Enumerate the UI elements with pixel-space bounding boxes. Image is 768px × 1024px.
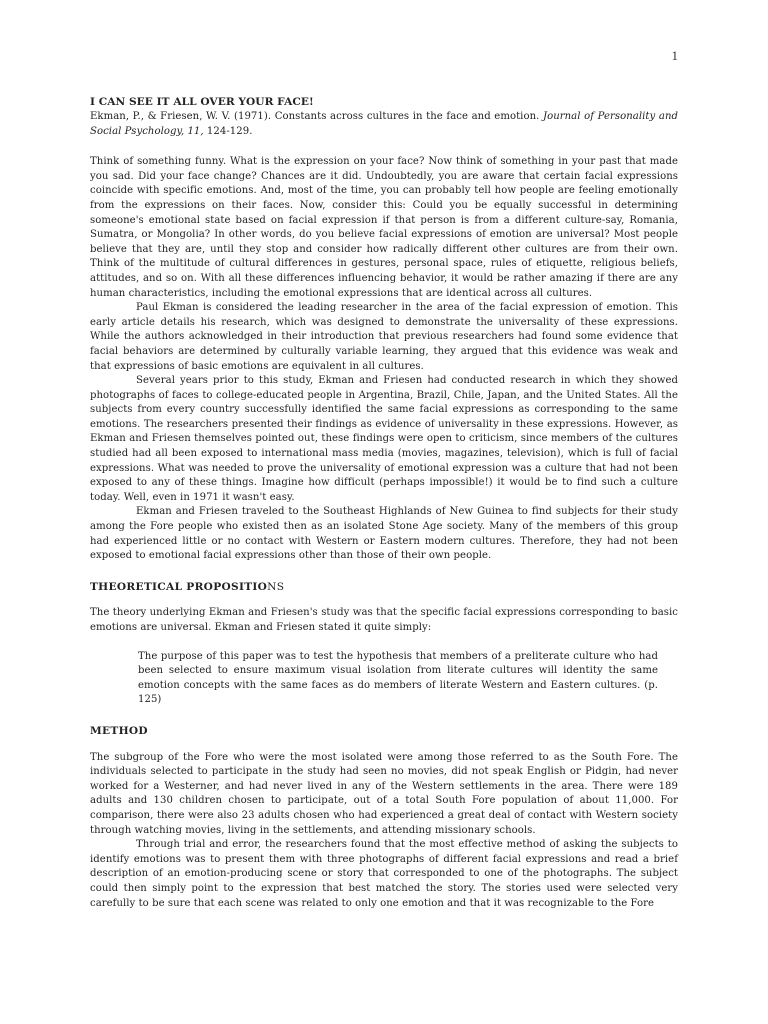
intro-paragraph-4: Ekman and Friesen traveled to the Southeast Highlands of New Guinea to find subjects for their study among the Fore people who existed then as an isolated Stone Age society. Many of the members of this group had experienced little or no contact with Western or Eastern modern cultures. Therefore, they had not been exposed to emotional facial expressions other than those of their own people. [90,506,678,562]
theory-quote: The purpose of this paper was to test the hypothesis that members of a preliterate culture who had been selected to ensure maximum visual isolation from literate cultures will identity the same emotion concepts with the same faces as do members of literate Western and Eastern cultures. (p. 125) [138,650,658,706]
citation [90,110,678,139]
intro-paragraph-3: Several years prior to this study, Ekman and Friesen had conducted research in which they showed photographs of faces to college-educated people in Argentina, Brazil, Chile, Japan, and the United States. All the subjects from every country successfully identified the same facial expressions as corresponding to the same emotions. The researchers presented their findings as evidence of universality in these expressions. However, as Ekman and Friesen themselves pointed out, these findings were open to criticism, since members of the cultures studied had all been exposed to international mass media (movies, magazines, television), which is full of facial expressions. What was needed to prove the universality of emotional expression was a culture that had not been exposed to any of these things. Imagine how difficult (perhaps impossible!) it would be to find such a culture today. Well, even in 1971 it wasn't easy. [90,375,678,503]
method-paragraph-1: The subgroup of the Fore who were the most isolated were among those referred to as the South Fore. The individuals selected to participate in the study had seen no movies, did not speak English or Pidgin, had never worked for a Westerner, and had never lived in any of the Western settlements in the area. There were 189 adults and 130 children chosen to participate, out of a total South Fore population of about 11,000. For comparison, there were also 23 adults chosen who had experienced a great deal of contact with Western society through watching movies, living in the settlements, and attending missionary schools. [90,751,678,836]
citation-journal: Journal of Personality and Social Psychology, 11, [90,111,679,137]
theory-heading-rest: NS [267,580,285,593]
document-title: I CAN SEE IT ALL OVER YOUR FACE! [90,96,314,108]
theory-heading-bold: THEORETICAL PROPOSITIO [90,580,268,593]
theory-paragraph-1: The theory underlying Ekman and Friesen's study was that the specific facial expressions corresponding to basic emotions are universal. Ekman and Friesen stated it quite simply: [90,607,678,633]
citation-authors: Ekman, P., & Friesen, W. V. (1971). Constants across cultures in the face and emotion. [90,111,543,122]
citation-pages: 124-129. [203,125,253,137]
page-number: 1 [671,48,678,63]
intro-paragraph-1: Think of something funny. What is the expression on your face? Now think of something in your past that made you sad. Did your face change? Chances are it did. Undoubtedly, you are aware that certain facial expressions coincide with specific emotions. And, most of the time, you can probably tell how people are feeling emotionally from the expressions on their faces. Now, consider this: Could you be equally successful in determining someone's emotional state based on facial expression if that person is from a different culture-say, Romania, Sumatra, or Mongolia? In other words, do you believe facial expressions of emotion are universal? Most people believe that they are, until they stop and consider how radically different other cultures are from their own. Think of the multitude of cultural differences in gestures, personal space, rules of etiquette, religious beliefs, attitudes, and so on. With all these differences influencing behavior, it would be rather amazing if there are any human characteristics, including the emotional expressions that are identical across all cultures. [90,156,678,299]
theory-heading [90,580,678,595]
method-heading: METHOD [90,724,148,737]
intro-paragraph-2: Paul Ekman is considered the leading researcher in the area of the facial expression of emotion. This early article details his research, which was designed to demonstrate the universality of these expressions. While the authors acknowledged in their introduction that previous researchers had found some evidence that facial behaviors are determined by culturally variable learning, they argued that this evidence was weak and that expressions of basic emotions are equivalent in all cultures. [90,302,678,372]
method-paragraph-2: Through trial and error, the researchers found that the most effective method of asking the subjects to identify emotions was to present them with three photographs of different facial expressions and read a brief description of an emotion-producing scene or story that corresponded to one of the photographs. The subject could then simply point to the expression that best matched the story. The stories used were selected very carefully to be sure that each scene was related to only one emotion and that it was recognizable to the Fore [90,839,678,909]
document-body [90,95,678,911]
